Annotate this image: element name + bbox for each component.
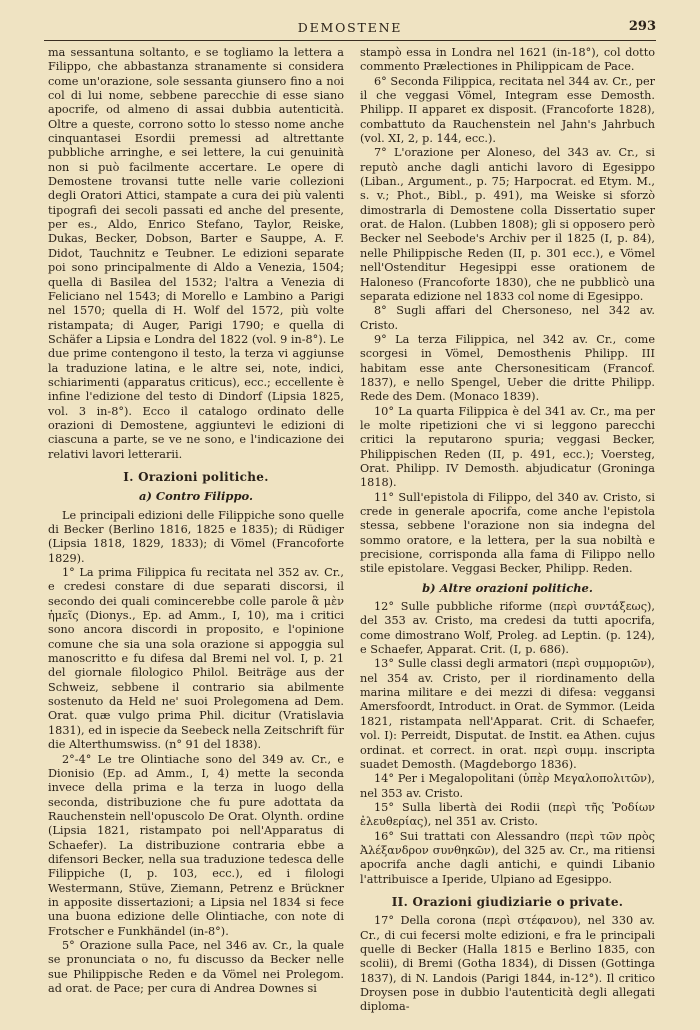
section-heading: II. Orazioni giudiziarie o private. bbox=[391, 894, 624, 909]
subsection-heading: b) Altre orazioni politiche. bbox=[422, 580, 593, 595]
page-number: 293 bbox=[628, 19, 656, 34]
paragraph: 9° La terza Filippica, nel 342 av. Cr., come scorgesi in Vömel, Demosthenis Philipp. III habitam esse ante Chersonesiticam (Francof. 1837), e nello Spengel, Ueber die dritte Philipp. Rede des Dem. (Monaco 1839). bbox=[360, 332, 655, 404]
paragraph: 1° La prima Filippica fu recitata nel 352 av. Cr., e credesi constare di due separati discorsi, il secondo dei quali comincerebbe colle parole ἃ μὲν ἡμεῖς (Dionys., Ep. ad Amm., I, 10), ma i critici sono ancora discordi in proposito, e l'opinione comune che sia una sola orazione si appoggia sul manoscritto e fu difesa dal Bremi nel vol. I, p. 21 del giornale filologico Philol. Beiträge aus der Schweiz, sebbene il contrario sia abilmente sostenuto da Held ne' suoi Prolegomena ad Dem. Orat. quæ vulgo prima Phil. dicitur (Vratislavia 1831), ed in ispecie da Seebeck nella Zeitschrift für die Alterthumswiss. (n° 91 del 1838). bbox=[48, 566, 344, 752]
paragraph: 13° Sulle classi degli armatori (περὶ συμμοριῶν), nel 354 av. Cristo, per il riordinamento della marina militare e dei mezzi di difesa: veggansi Amersfoordt, Introduct. in Orat. de Symmor. (Leida 1821, ristampata nell'Apparat. Crit. di Schaefer, vol. I): Perreidt, Disputat. de Instit. ea Athen. cujus ordinat. et correct. in orat. περὶ συμμ. inscripta suadet Demosth. (Magdeborgo 1836). bbox=[360, 657, 655, 771]
paragraph: 10° La quarta Filippica è del 341 av. Cr., ma per le molte ripetizioni che vi si leggono parecchi critici la reputarono spuria; veggasi Becker, Philippischen Reden (II, p. 491, ecc.); Voersteg, Orat. Philipp. IV Demosth. abjudicatur (Groninga 1818). bbox=[360, 404, 655, 490]
section-heading: I. Orazioni politiche. bbox=[123, 469, 269, 484]
page-header bbox=[44, 16, 656, 38]
left-column bbox=[48, 46, 344, 996]
paragraph: Le principali edizioni delle Filippiche sono quelle di Becker (Berlino 1816, 1825 e 1835); di Rüdiger (Lipsia 1818, 1829, 1833); di Vömel (Francoforte 1829). bbox=[48, 508, 344, 565]
subsection-heading: a) Contro Filippo. bbox=[139, 489, 253, 504]
paragraph: 11° Sull'epistola di Filippo, del 340 av. Cristo, si crede in generale apocrifa, come anche l'epistola stessa, sebbene l'orazione non sia indegna del sommo oratore, e la lettera, per la sua nobiltà e precisione, corrisponda alla fama di Filippo nello stile epistolare. Veggasi Becker, Philipp. Reden. bbox=[360, 490, 655, 576]
paragraph: 5° Orazione sulla Pace, nel 346 av. Cr., la quale se pronunciata o no, fu discusso da Becker nelle sue Philippische Reden e da Vömel nei Prolegom. ad orat. de Pace; per cura di Andrea Downes si bbox=[48, 938, 344, 995]
right-column bbox=[360, 46, 655, 1015]
paragraph: 6° Seconda Filippica, recitata nel 344 av. Cr., per il che veggasi Vömel, Integram esse Demosth. Philipp. II apparet ex disposit. (Francoforte 1828), combattuto da Rauchenstein nel Jahn's Jahrbuch (vol. XI, 2, p. 144, ecc.). bbox=[360, 74, 655, 146]
paragraph: 12° Sulle pubbliche riforme (περὶ συντάξεως), del 353 av. Cristo, ma credesi da tutti apocrifa, come dimostrano Wolf, Proleg. ad Leptin. (p. 124), e Schaefer, Apparat. Crit. (I, p. 686). bbox=[360, 600, 655, 657]
paragraph: 16° Sui trattati con Alessandro (περὶ τῶν πρὸς Ἀλέξανδρον συνθηκῶν), del 325 av. Cr., ma ritiensi apocrifa anche dagli antichi, e quindi Libanio l'attribuisce a Iperide, Ulpiano ad Egesippo. bbox=[360, 829, 655, 886]
paragraph: stampò essa in Londra nel 1621 (in-18°), col dotto commento Prælectiones in Philippicam de Pace. bbox=[360, 46, 655, 74]
paragraph: 8° Sugli affari del Chersoneso, nel 342 av. Cristo. bbox=[360, 304, 655, 332]
header-rule bbox=[44, 40, 656, 41]
paragraph: ma sessantuna soltanto, e se togliamo la lettera a Filippo, che abbastanza stranamente si considera come un'orazione, sole sessanta giunsero fino a noi col di lui nome, sebbene parecchie di esse siano apocrife, od almeno di assai dubbia autenticità. Oltre a queste, corrono sotto lo stesso nome anche cinquantasei Esordii premessi ad altrettante pubbliche arringhe, e sei lettere, la cui genuinità non si può facilmente accertare. Le opere di Demostene trovansi tutte nelle varie collezioni degli Oratori Attici, stampate a cura dei più valenti tipografi dei secoli passati ed anche del presente, per es., Aldo, Enrico Stefano, Taylor, Reiske, Dukas, Becker, Dobson, Barter e Sauppe, A. F. Didot, Tauchnitz e Teubner. Le edizioni separate poi sono principalmente di Aldo a Venezia, 1504; quella di Basilea del 1532; l'altra a Venezia di Feliciano nel 1543; di Morello e Lambino a Parigi nel 1570; quella di H. Wolf del 1572, più volte ristampata; di Auger, Parigi 1790; e quella di Schäfer a Lipsia e Londra del 1822 (vol. 9 in-8°). Le due prime contengono il testo, la terza vi aggiunse la traduzione latina, e le altre sei, note, indici, schiarimenti (apparatus criticus), ecc.; eccellente è infine l'edizione del testo di Dindorf (Lipsia 1825, vol. 3 in-8°). Ecco il catalogo ordinato delle orazioni di Demostene, aggiuntevi le edizioni di ciascuna a parte, se ve ne sono, e l'indicazione dei relativi lavori letterarii. bbox=[48, 46, 344, 461]
paragraph: 17° Della corona (περὶ στέφανου), nel 330 av. Cr., di cui fecersi molte edizioni, e fra le principali quelle di Becker (Halla 1815 e Berlino 1835, con scolii), di Bremi (Gotha 1834), di Dissen (Gottinga 1837), di N. Landois (Parigi 1844, in-12°). Il critico Droysen pose in dubbio l'autenticità degli allegati diploma- bbox=[360, 914, 655, 1014]
paragraph: 15° Sulla libertà dei Rodii (περὶ τῆς Ῥοδίων ἐλευθερίας), nel 351 av. Cristo. bbox=[360, 800, 655, 829]
running-head: DEMOSTENE bbox=[297, 19, 403, 35]
paragraph: 2°-4° Le tre Olintiache sono del 349 av. Cr., e Dionisio (Ep. ad Amm., I, 4) mette la seconda invece della prima e la terza in luogo della seconda, distribuzione che fu pure adottata da Rauchenstein nell'opuscolo De Orat. Olynth. ordine (Lipsia 1821, ristampato poi nell'Apparatus di Schaefer). La distribuzione contraria ebbe a difensori Becker, nella sua traduzione tedesca delle Filippiche (I, p. 103, ecc.), ed i filologi Westermann, Stüve, Ziemann, Petrenz e Brückner in apposite dissertazioni; a Lipsia nel 1834 si fece una buona edizione delle Olintiache, con note di Frotscher e Funkhändel (in-8°). bbox=[48, 752, 344, 938]
paragraph: 7° L'orazione per Aloneso, del 343 av. Cr., si reputò anche dagli antichi lavoro di Egesippo (Liban., Argument., p. 75; Harpocrat. ed Etym. M., s. v.; Phot., Bibl., p. 491), ma Weiske si sforzò dimostrarla di Demostene colla Dissertatio super orat. de Halon. (Lubben 1808); gli si opposero però Becker nel Seebode's Archiv per il 1825 (I, p. 84), nelle Philippische Reden (II, p. 301 ecc.), e Vömel nell'Ostenditur Hegesippi esse orationem de Haloneso (Francoforte 1830), che ne pubblicò una separata edizione nel 1833 col nome di Egesippo. bbox=[360, 146, 655, 303]
paragraph: 14° Per i Megalopolitani (ὑπὲρ Μεγαλοπολιτῶν), nel 353 av. Cristo. bbox=[360, 772, 655, 800]
